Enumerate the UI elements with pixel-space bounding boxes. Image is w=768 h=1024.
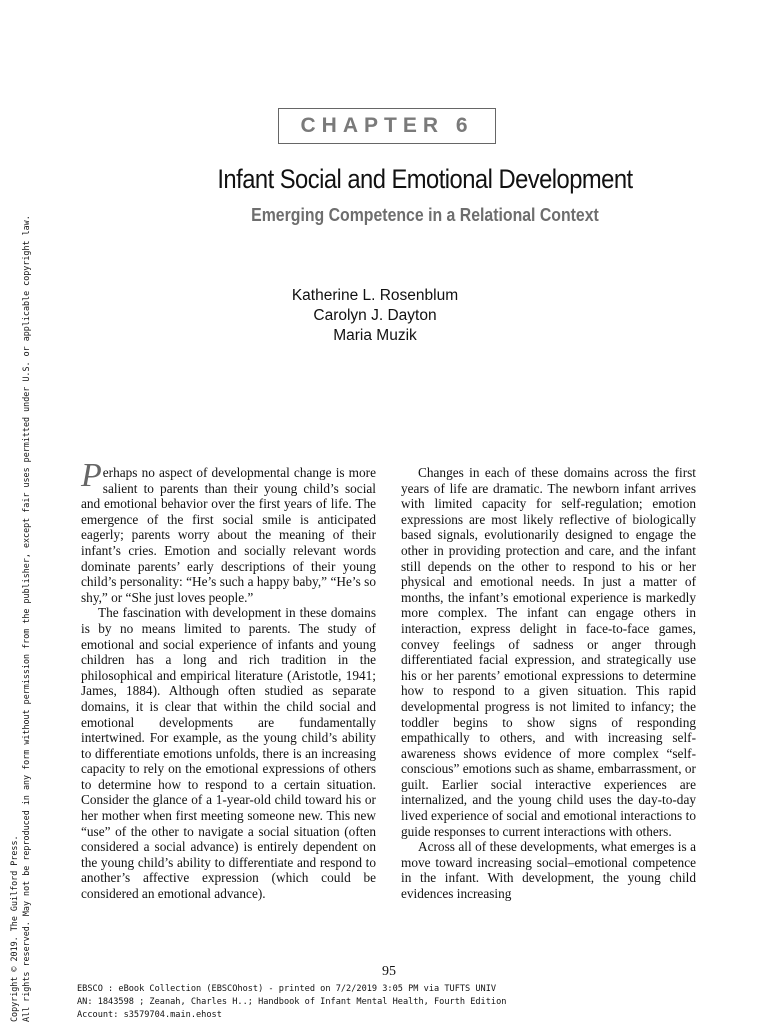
- chapter-title: Infant Social and Emotional Development: [217, 164, 633, 194]
- footer-line-2: AN: 1843598 ; Zeanah, Charles H..; Handbook of Infant Mental Health, Fourth Edition: [77, 997, 507, 1007]
- author-list: [200, 286, 550, 346]
- copyright-line-2: All rights reserved. May not be reproduced in any form without permission from the publisher, except fair uses permitted under U.S. or applicable copyright law.: [21, 215, 31, 1022]
- paragraph-text: erhaps no aspect of developmental change is more salient to parents than their young child’s social and emotional behavior over the first years of life. The emergence of the first social smile is anticipated eagerly; parents worry about the meaning of their infant’s cries. Emotion and socially relevant words dominate parents’ early descriptions of their young child’s personality: “He’s such a happy baby,” “He’s so shy,” or “She just loves people.”: [81, 465, 376, 605]
- author-name: Katherine L. Rosenblum: [291, 287, 459, 304]
- drop-cap: P: [81, 457, 102, 494]
- paragraph: Changes in each of these domains across the first years of life are dramatic. The newborn infant arrives with limited capacity for self-regulation; emotion expressions are most likely reflective of biologically based signals, evolutionarily designed to engage the other in providing protection and care, and the infant still depends on the other to respond to his or her physical and emotional needs. In just a matter of months, the infant’s emotional experience is markedly more complex. The infant can engage others in interaction, express delight in face-to-face games, convey feelings of sadness or anger through differentiated facial expression, and strategically use his or her parents’ emotional expressions to determine how to respond to a given situation. This rapid developmental progress is not limited to infancy; the toddler begins to show signs of responding empathically to others, and with increasing self-awareness shows evidence of more complex “self-conscious” emotions such as shame, embarrassment, or guilt. Earlier social interactive experiences are internalized, and the young child uses the day-to-day lived experience of social and emotional interactions to guide responses to current interactions with others.: [401, 465, 696, 839]
- author-name: Maria Muzik: [333, 327, 417, 344]
- copyright-line-1: Copyright © 2019. The Guilford Press.: [9, 835, 19, 1022]
- copyright-notice: [8, 82, 32, 1022]
- paragraph: [81, 457, 376, 605]
- author-name: Carolyn J. Dayton: [313, 307, 437, 324]
- page-number: 95: [382, 964, 396, 979]
- footer-line-3: Account: s3579704.main.ehost: [77, 1010, 222, 1020]
- footer-line-1: EBSCO : eBook Collection (EBSCOhost) - printed on 7/2/2019 3:05 PM via TUFTS UNIV: [77, 984, 497, 994]
- paragraph: The fascination with development in these domains is by no means limited to parents. The study of emotional and social experience of infants and young children has a long and rich tradition in the philosophical and empirical literature (Aristotle, 1941; James, 1884). Although often studied as separate domains, it is clear that within the child social and emotional developments are fundamentally intertwined. For example, as the young child’s ability to differentiate emotions unfolds, there is an increasing capacity to rely on the emotional expressions of others to determine how to respond to a certain situation. Consider the glance of a 1-year-old child toward his or her mother when first meeting someone new. This new “use” of the other to navigate a social situation (often considered a social advance) is entirely dependent on the young child’s ability to differentiate and respond to another’s affective expression (which could be considered an emotional advance).: [81, 605, 376, 902]
- body-column-right: [401, 465, 696, 902]
- print-footer: [77, 983, 757, 1022]
- body-column-left: [81, 457, 376, 902]
- paragraph: Across all of these developments, what emerges is a move toward increasing social–emotional competence in the infant. With development, the young child evidences increasing: [401, 839, 696, 902]
- chapter-label: CHAPTER 6: [278, 108, 496, 144]
- chapter-subtitle: Emerging Competence in a Relational Context: [251, 205, 599, 225]
